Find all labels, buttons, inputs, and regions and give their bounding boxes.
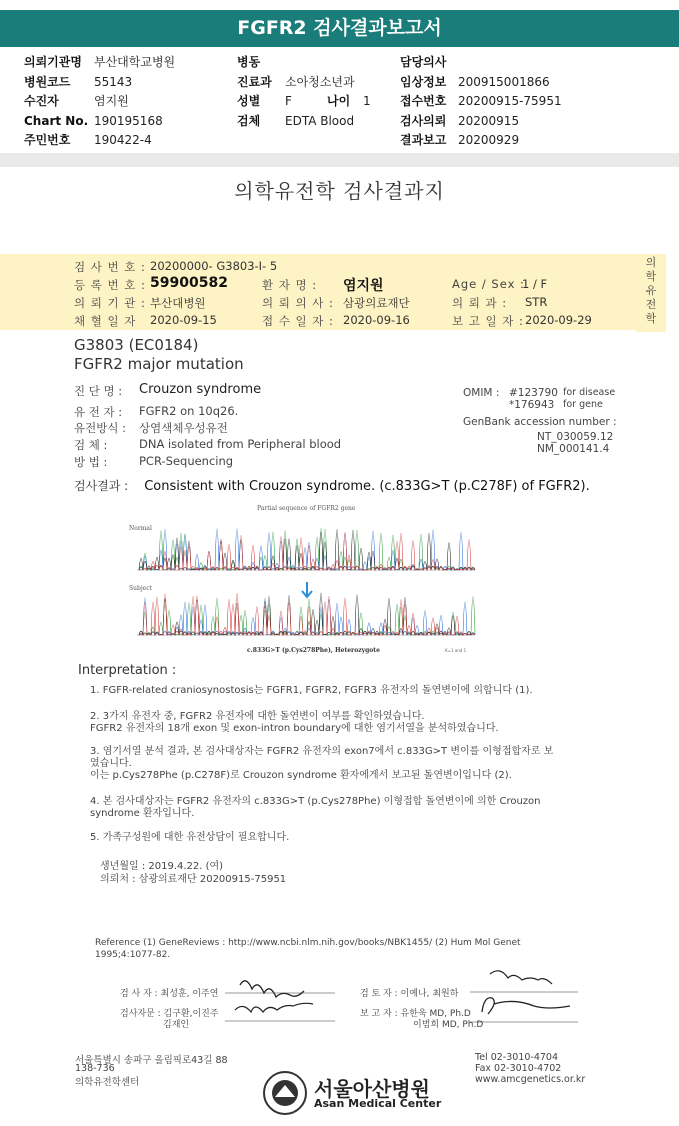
receive-value: 2020-09-16 bbox=[343, 313, 410, 327]
info-label: 검체 bbox=[237, 113, 261, 128]
address-1: 서울특별시 송파구 올림픽로43길 88 bbox=[75, 1055, 228, 1066]
reg-no-value: 59900582 bbox=[150, 275, 228, 291]
sequence-chromatogram bbox=[127, 500, 477, 655]
age-label: 나이 bbox=[327, 94, 351, 108]
req-org-label: 의 뢰 의 사 : bbox=[262, 296, 334, 310]
reference-line-2: 1995;4:1077-82. bbox=[95, 950, 171, 960]
interp-item-5 bbox=[90, 832, 289, 844]
subject-label: Subject bbox=[129, 585, 152, 592]
patient-value: 염지원 bbox=[343, 278, 384, 294]
omim-label: OMIM : bbox=[463, 387, 500, 399]
interp-item-4 bbox=[90, 796, 541, 820]
info-label: 진료과 bbox=[237, 74, 272, 89]
reporter: 보 고 자 : 유한욱 MD, Ph.D bbox=[360, 1009, 471, 1019]
interpretation-title: Interpretation : bbox=[78, 663, 177, 678]
mutation-arrow-icon bbox=[302, 582, 312, 597]
dept-label: 의 뢰 과 : bbox=[452, 296, 508, 310]
test-code-text: G3803 bbox=[74, 336, 124, 354]
figure-corner: K=1 and 1 bbox=[445, 648, 467, 653]
exam-no-value: 20200000- G3803-I- 5 bbox=[150, 259, 278, 273]
interp-line: FGFR2 유전자의 18개 exon 및 exon-intron boundary에 대한 염기서열을 분석하였습니다. bbox=[90, 723, 499, 734]
signature-4 bbox=[482, 998, 570, 1014]
normal-label: Normal bbox=[129, 525, 152, 532]
asan-foundation-logo-icon bbox=[262, 1070, 308, 1116]
info-value: 190422-4 bbox=[94, 133, 152, 147]
omim-gene-note: for gene bbox=[563, 399, 603, 410]
org-label: 의 뢰 기 관 : bbox=[74, 296, 146, 310]
info-label: Chart No. bbox=[24, 113, 89, 128]
requester: 의뢰처 : 삼광의료재단 20200915-75951 bbox=[100, 874, 287, 885]
info-label: 병동 bbox=[237, 55, 261, 69]
info-value: 200915001866 bbox=[458, 74, 550, 89]
inherit-label: 유전방식 : bbox=[74, 421, 126, 435]
method-label: 방 법 : bbox=[74, 455, 108, 469]
info-label: 수진자 bbox=[24, 94, 59, 108]
info-value: 부산대학교병원 bbox=[94, 55, 176, 69]
info-value: 20200915-75951 bbox=[458, 94, 562, 108]
signature-1 bbox=[240, 981, 304, 997]
exam-no-label: 검 사 번 호 : bbox=[74, 260, 146, 274]
info-value: 염지원 bbox=[94, 94, 129, 108]
trace-channel bbox=[139, 593, 475, 635]
age-sex-label: Age / Sex : bbox=[452, 277, 525, 291]
info-col-2 bbox=[237, 53, 371, 131]
info-value: 55143 bbox=[94, 74, 133, 89]
info-label: 병원코드 bbox=[24, 74, 71, 89]
side-char: 유 bbox=[645, 284, 657, 297]
info-value: 소아청소년과 bbox=[285, 74, 355, 89]
specimen-value: DNA isolated from Peripheral blood bbox=[139, 437, 342, 451]
interp-line: 였습니다. bbox=[90, 758, 132, 769]
genbank-2: NM_000141.4 bbox=[537, 443, 610, 455]
interp-item-1 bbox=[90, 685, 533, 697]
req-org-value: 삼광의료재단 bbox=[343, 296, 410, 310]
info-label: 성별 bbox=[237, 94, 261, 108]
address-2: 138-736 bbox=[75, 1063, 115, 1074]
side-char: 의 bbox=[645, 256, 657, 269]
info-col-3 bbox=[400, 53, 562, 151]
reviewer-signatures bbox=[470, 962, 580, 1027]
collect-label: 채 혈 일 자 bbox=[74, 314, 137, 328]
report-title: FGFR2 검사결과보고서 bbox=[0, 10, 679, 47]
signature-3 bbox=[490, 971, 552, 984]
info-value: F bbox=[285, 94, 292, 108]
interp-item-2 bbox=[90, 711, 499, 735]
figure-title: Partial sequence of FGFR2 gene bbox=[257, 505, 356, 512]
interp-line: 1. FGFR-related craniosynostosis는 FGFR1, FGFR2, FGFR3 유전자의 돌연변이에 의합니다 (1). bbox=[90, 685, 533, 696]
info-label: 검사의뢰 bbox=[400, 113, 447, 128]
org-value: 부산대병원 bbox=[150, 296, 206, 310]
info-value: 190195168 bbox=[94, 113, 163, 128]
tel: Tel 02-3010-4704 bbox=[475, 1052, 558, 1063]
gene-label: 유 전 자 : bbox=[74, 405, 123, 419]
signature-2 bbox=[235, 1003, 313, 1012]
genbank-1: NT_030059.12 bbox=[537, 431, 614, 443]
interp-line: syndrome 환자입니다. bbox=[90, 808, 195, 819]
genbank-label: GenBank accession number : bbox=[463, 416, 617, 428]
inherit-value: 상염색체우성유전 bbox=[139, 421, 228, 435]
collect-value: 2020-09-15 bbox=[150, 313, 217, 327]
side-char: 학 bbox=[645, 270, 657, 283]
section-divider bbox=[0, 153, 679, 167]
reviewer: 검 토 자 : 이예나, 최원하 bbox=[360, 989, 459, 999]
interp-line: 4. 본 검사대상자는 FGFR2 유전자의 c.833G>T (p.Cys278Phe) 이형접합 돌연변이에 의한 Crouzon bbox=[90, 796, 541, 807]
reg-no-label: 등 록 번 호 : bbox=[74, 278, 146, 292]
side-label bbox=[636, 254, 666, 332]
method-value: PCR-Sequencing bbox=[139, 454, 234, 468]
interp-line: 3. 염기서열 분석 결과, 본 검사대상자는 FGFR2 유전자의 exon7에서 c.833G>T 변이를 이형접합자로 보 bbox=[90, 746, 554, 757]
supervisor-2: 김재인 bbox=[163, 1020, 190, 1030]
examiner-signatures bbox=[220, 965, 340, 1025]
supervisor: 검사자문 : 김구환,이진주 bbox=[120, 1009, 219, 1019]
normal-trace bbox=[139, 529, 475, 570]
dept-value: STR bbox=[525, 295, 548, 309]
reporter-2: 이범희 MD, Ph.D bbox=[413, 1020, 484, 1030]
omim-gene: *176943 bbox=[509, 399, 555, 411]
info-value: 20200915 bbox=[458, 113, 520, 128]
side-char: 전 bbox=[645, 298, 657, 311]
info-label: 접수번호 bbox=[400, 94, 447, 108]
interp-line: 2. 3가지 유전자 중, FGFR2 유전자에 대한 돌연변이 여부를 확인하였습니다. bbox=[90, 711, 425, 722]
report-date-value: 2020-09-29 bbox=[525, 313, 592, 327]
age-value: 1 bbox=[363, 94, 371, 108]
fax: Fax 02-3010-4702 bbox=[475, 1063, 562, 1074]
hospital-name-ko: 서울아산병원 bbox=[314, 1077, 430, 1101]
omim-disease: #123790 bbox=[509, 387, 558, 399]
diagnosis-value: Crouzon syndrome bbox=[139, 382, 262, 397]
result-value: Consistent with Crouzon syndrome. (c.833G>T (p.C278F) of FGFR2). bbox=[144, 479, 590, 494]
info-label: 주민번호 bbox=[24, 133, 71, 147]
birth-date: 생년월일 : 2019.4.22. (여) bbox=[100, 861, 224, 872]
website: www.amcgenetics.or.kr bbox=[475, 1074, 586, 1085]
interp-item-3 bbox=[90, 746, 553, 782]
info-label: 담당의사 bbox=[400, 55, 447, 69]
trace-channel bbox=[139, 532, 475, 570]
interp-line: 5. 가족구성원에 대한 유전상담이 필요합니다. bbox=[90, 832, 290, 843]
receive-label: 접 수 일 자 : bbox=[262, 314, 334, 328]
sheet-title: 의학유전학 검사결과지 bbox=[234, 179, 445, 203]
diagnosis-label: 진 단 명 : bbox=[74, 384, 123, 398]
test-result bbox=[74, 477, 590, 494]
test-code-paren: (EC0184) bbox=[128, 336, 199, 354]
test-code bbox=[74, 336, 198, 354]
examiner: 검 사 자 : 최성훈, 이주연 bbox=[120, 989, 219, 999]
figure-caption: c.833G>T (p.Cys278Phe), Heterozygote bbox=[247, 647, 380, 654]
info-label: 임상정보 bbox=[400, 74, 447, 89]
side-char: 학 bbox=[645, 312, 657, 325]
info-label: 결과보고 bbox=[400, 133, 447, 147]
info-value: 20200929 bbox=[458, 133, 520, 147]
address-3: 의학유전학센터 bbox=[75, 1077, 140, 1088]
info-label: 의뢰기관명 bbox=[24, 55, 82, 69]
omim-disease-note: for disease bbox=[563, 387, 616, 398]
age-sex-value: 1 / F bbox=[522, 277, 548, 291]
specimen-label: 검 체 : bbox=[74, 438, 108, 452]
gene-value: FGFR2 on 10q26. bbox=[139, 404, 239, 418]
info-col-1 bbox=[24, 53, 175, 151]
patient-info-table bbox=[0, 53, 679, 153]
reference-line-1: Reference (1) GeneReviews : http://www.ncbi.nlm.nih.gov/books/NBK1455/ (2) Hum Mol Genet bbox=[95, 938, 521, 948]
mutation-title: FGFR2 major mutation bbox=[74, 355, 244, 373]
result-label: 검사결과 : bbox=[74, 479, 129, 493]
report-date-label: 보 고 일 자 : bbox=[452, 314, 524, 328]
patient-label: 환 자 명 : bbox=[262, 278, 318, 292]
subject-trace bbox=[139, 593, 475, 635]
interp-line: 이는 p.Cys278Phe (p.C278F)로 Crouzon syndrome 환자에게서 보고된 돌연변이입니다 (2). bbox=[90, 770, 512, 781]
hospital-name-en: Asan Medical Center bbox=[314, 1097, 442, 1110]
info-value: EDTA Blood bbox=[285, 113, 355, 128]
